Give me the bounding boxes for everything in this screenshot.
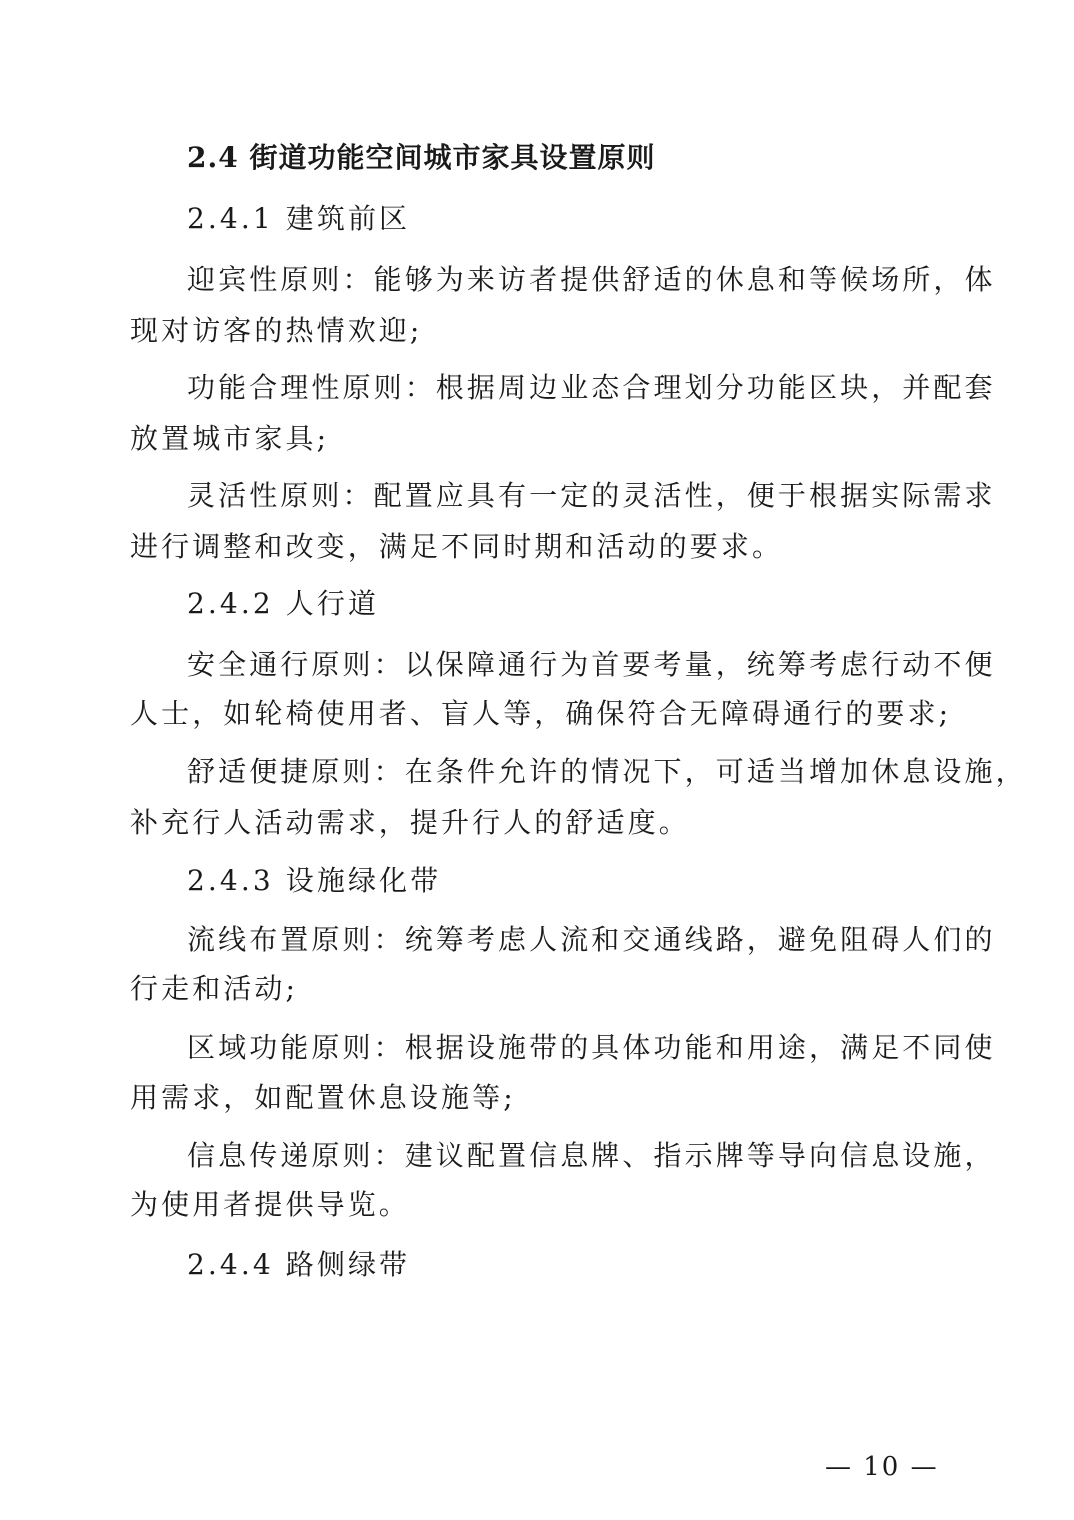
subsection-title-2-4-3: 2.4.3 设施绿化带 xyxy=(187,864,442,897)
paragraph-line: 进行调整和改变，满足不同时期和活动的要求。 xyxy=(130,530,784,563)
paragraph-line: 为使用者提供导览。 xyxy=(130,1188,410,1221)
paragraph-line: 放置城市家具; xyxy=(130,422,330,455)
paragraph-line: 安全通行原则：以保障通行为首要考量，统筹考虑行动不便 xyxy=(187,648,996,681)
paragraph-line: 用需求，如配置休息设施等; xyxy=(130,1081,516,1114)
paragraph-line: 补充行人活动需求，提升行人的舒适度。 xyxy=(130,806,690,839)
paragraph-line: 流线布置原则：统筹考虑人流和交通线路，避免阻碍人们的 xyxy=(187,923,996,956)
subsection-title-2-4-4: 2.4.4 路侧绿带 xyxy=(187,1248,411,1281)
paragraph-line: 区域功能原则：根据设施带的具体功能和用途，满足不同使 xyxy=(187,1031,996,1064)
paragraph-line: 灵活性原则：配置应具有一定的灵活性，便于根据实际需求 xyxy=(187,479,996,512)
paragraph-line: 现对访客的热情欢迎; xyxy=(130,314,423,347)
subsection-title-2-4-1: 2.4.1 建筑前区 xyxy=(187,202,411,235)
page-number: — 10 — xyxy=(825,1452,939,1482)
paragraph-line: 迎宾性原则：能够为来访者提供舒适的休息和等候场所，体 xyxy=(187,263,996,296)
subsection-title-2-4-2: 2.4.2 人行道 xyxy=(187,587,380,620)
section-heading-2-4: 2.4 街道功能空间城市家具设置原则 xyxy=(187,141,656,174)
paragraph-line: 信息传递原则：建议配置信息牌、指示牌等导向信息设施， xyxy=(187,1139,996,1172)
paragraph-line: 功能合理性原则：根据周边业态合理划分功能区块，并配套 xyxy=(187,371,996,404)
paragraph-line: 人士，如轮椅使用者、盲人等，确保符合无障碍通行的要求; xyxy=(130,697,952,730)
paragraph-line: 舒适便捷原则：在条件允许的情况下，可适当增加休息设施， xyxy=(187,755,1027,788)
paragraph-line: 行走和活动; xyxy=(130,972,299,1005)
